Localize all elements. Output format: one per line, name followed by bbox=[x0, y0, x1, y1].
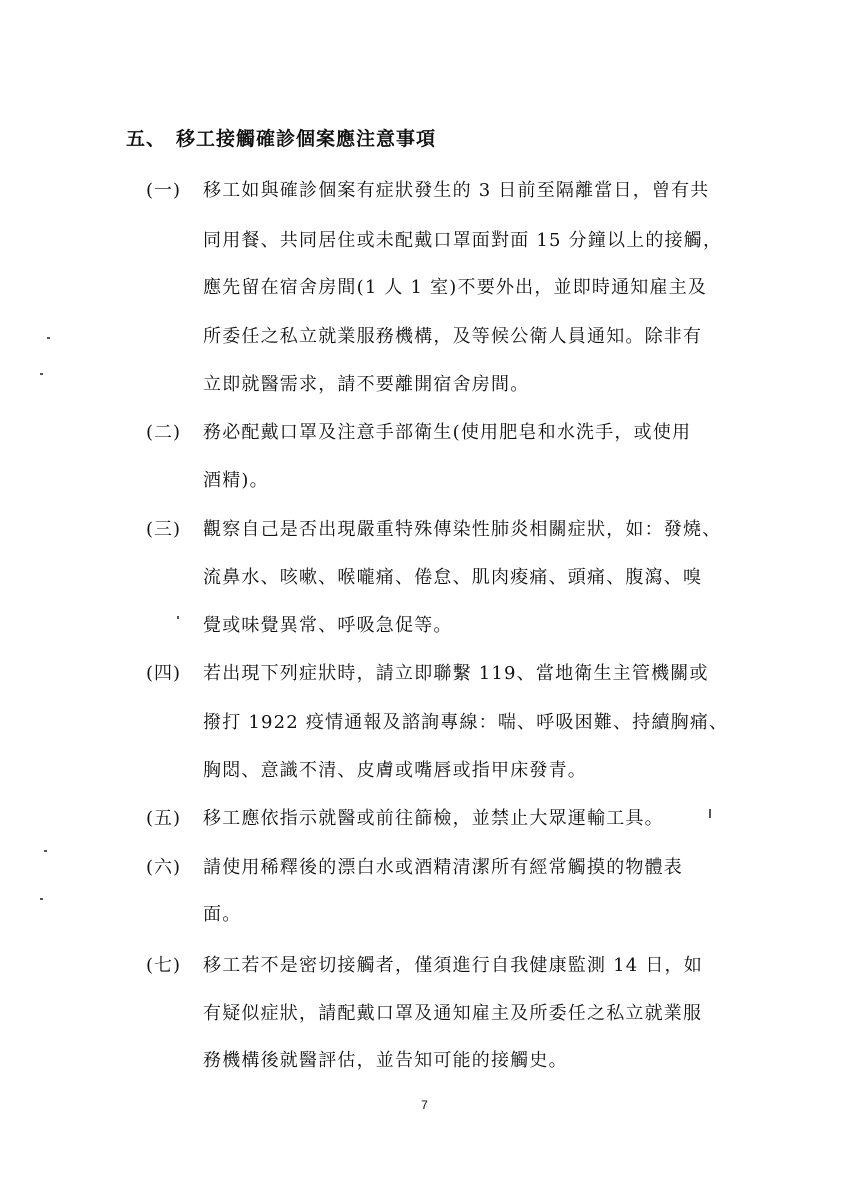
item-label-1: (一) bbox=[146, 180, 182, 201]
page-number: 7 bbox=[421, 1098, 428, 1112]
item-1-line-3: 應先留在宿舍房間(1 人 1 室)不要外出，並即時通知雇主及 bbox=[203, 277, 708, 298]
item-label-5: (五) bbox=[146, 808, 182, 829]
scan-speck bbox=[47, 337, 50, 339]
item-label-3: (三) bbox=[146, 519, 182, 540]
item-2-line-1: 務必配戴口罩及注意手部衛生(使用肥皂和水洗手，或使用 bbox=[203, 422, 692, 443]
item-4-line-1: 若出現下列症狀時，請立即聯繫 119、當地衛生主管機關或 bbox=[203, 663, 709, 684]
section-title: 移工接觸確診個案應注意事項 bbox=[176, 128, 437, 150]
item-3-line-2: 流鼻水、咳嗽、喉嚨痛、倦怠、肌肉痠痛、頭痛、腹瀉、嗅 bbox=[203, 567, 703, 588]
item-4-line-3: 胸悶、意識不清、皮膚或嘴唇或指甲床發青。 bbox=[203, 760, 587, 781]
scan-speck bbox=[709, 809, 711, 818]
item-label-6: (六) bbox=[146, 857, 182, 878]
item-6-line-1: 請使用稀釋後的漂白水或酒精清潔所有經常觸摸的物體表 bbox=[203, 857, 683, 878]
item-3-line-1: 觀察自己是否出現嚴重特殊傳染性肺炎相關症狀，如：發燒、 bbox=[203, 519, 722, 540]
item-6-line-2: 面。 bbox=[203, 904, 242, 925]
item-label-4: (四) bbox=[146, 663, 182, 684]
item-7-line-2: 有疑似症狀，請配戴口罩及通知雇主及所委任之私立就業服 bbox=[203, 1003, 703, 1024]
item-1-line-4: 所委任之私立就業服務機構，及等候公衛人員通知。除非有 bbox=[203, 326, 703, 347]
item-3-line-3: 覺或味覺異常、呼吸急促等。 bbox=[203, 615, 453, 636]
scan-speck bbox=[40, 373, 43, 375]
scan-speck bbox=[44, 850, 47, 852]
item-7-line-1: 移工若不是密切接觸者，僅須進行自我健康監測 14 日，如 bbox=[203, 955, 703, 976]
item-7-line-3: 務機構後就醫評估，並告知可能的接觸史。 bbox=[203, 1050, 568, 1071]
section-heading bbox=[126, 124, 436, 151]
item-4-line-2: 撥打 1922 疫情通報及諮詢專線：喘、呼吸困難、持續胸痛、 bbox=[203, 712, 729, 733]
item-5-line-1: 移工應依指示就醫或前往篩檢，並禁止大眾運輸工具。 bbox=[203, 808, 664, 829]
scan-speck bbox=[177, 616, 179, 619]
item-1-line-2: 同用餐、共同居住或未配戴口罩面對面 15 分鐘以上的接觸， bbox=[203, 230, 723, 251]
item-1-line-5: 立即就醫需求，請不要離開宿舍房間。 bbox=[203, 374, 530, 395]
item-2-line-2: 酒精)。 bbox=[203, 470, 269, 491]
item-1-line-1: 移工如與確診個案有症狀發生的 3 日前至隔離當日，曾有共 bbox=[203, 180, 710, 201]
item-label-2: (二) bbox=[146, 422, 182, 443]
item-label-7: (七) bbox=[146, 955, 182, 976]
section-number: 五、 bbox=[126, 128, 167, 150]
scan-speck bbox=[40, 898, 43, 900]
